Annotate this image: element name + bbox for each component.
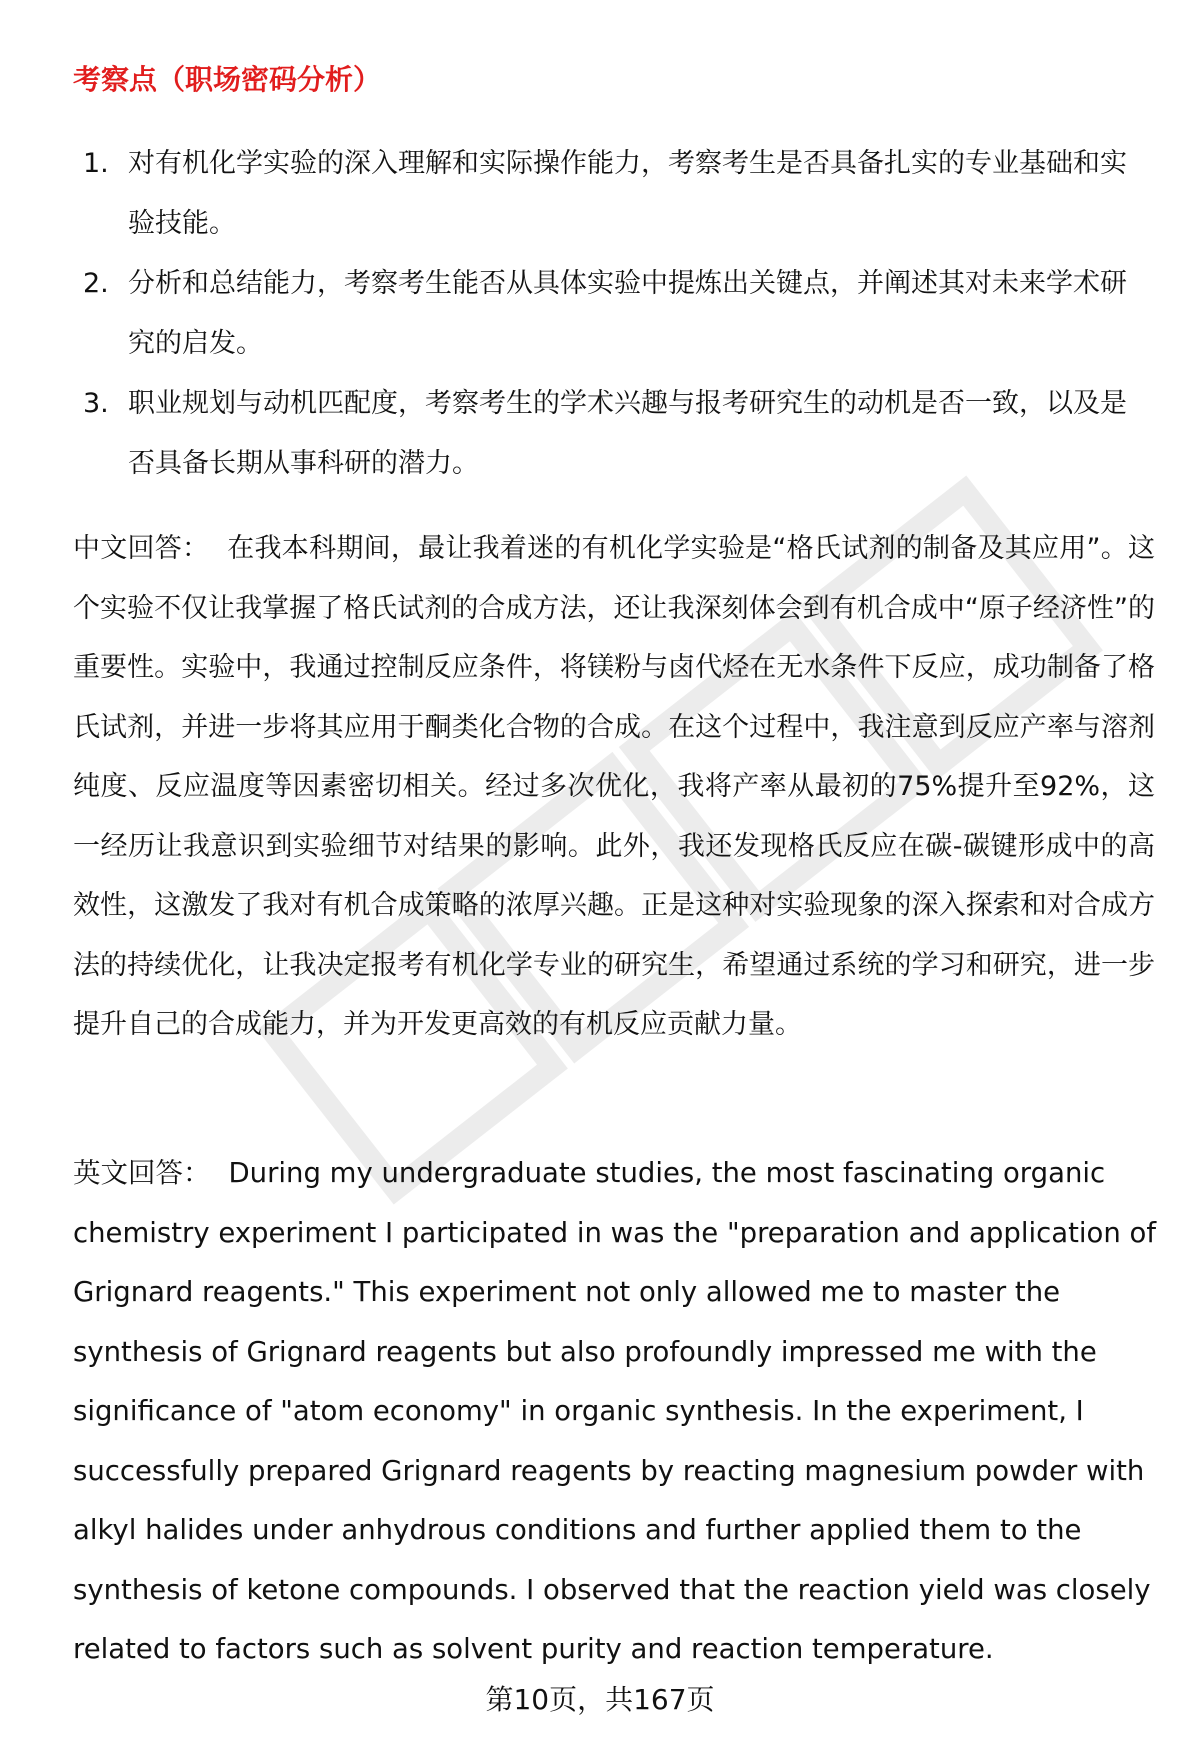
list-item-text: 对有机化学实验的深入理解和实际操作能力，考察考生是否具备扎实的专业基础和实验技能。 (128, 148, 1127, 239)
list-item (73, 374, 1153, 494)
list-item-number: 1. (83, 148, 109, 179)
list-item (73, 254, 1153, 374)
list-item-number: 3. (83, 388, 109, 419)
english-answer-label: 英文回答： (73, 1157, 211, 1189)
chinese-answer-label: 中文回答： (73, 533, 210, 564)
assessment-points-list (73, 134, 1153, 494)
list-item-text: 分析和总结能力，考察考生能否从具体实验中提炼出关键点，并阐述其对未来学术研究的启发。 (128, 268, 1127, 359)
english-answer-paragraph (73, 1144, 1158, 1680)
chinese-answer-text: 在我本科期间，最让我着迷的有机化学实验是“格氏试剂的制备及其应用”。这个实验不仅让我掌握了格氏试剂的合成方法，还让我深刻体会到有机合成中“原子经济性”的重要性。实验中，我通过控制反应条件，将镁粉与卤代烃在无水条件下反应，成功制备了格氏试剂，并进一步将其应用于酮类化合物的合成。在这个过程中，我注意到反应产率与溶剂纯度、反应温度等因素密切相关。经过多次优化，我将产率从最初的75%提升至92%，这一经历让我意识到实验细节对结果的影响。此外，我还发现格氏反应在碳-碳键形成中的高效性，这激发了我对有机合成策略的浓厚兴趣。正是这种对实验现象的深入探索和对合成方法的持续优化，让我决定报考有机化学专业的研究生，希望通过系统的学习和研究，进一步提升自己的合成能力，并为开发更高效的有机反应贡献力量。 (73, 533, 1156, 1040)
english-answer-text: During my undergraduate studies, the most fascinating organic chemistry experiment I participated in was the "preparation and application of Grignard reagents." This experiment not only allowed me to master the synthesis of Grignard reagents but also profoundly impressed me with the significance of "atom economy" in organic synthesis. In the experiment, I successfully prepared Grignard reagents by reacting magnesium powder with alkyl halides under anhydrous conditions and further applied them to the synthesis of ketone compounds. I observed that the reaction yield was closely related to factors such as solvent purity and reaction temperature. (73, 1157, 1157, 1665)
list-item-number: 2. (83, 268, 109, 299)
chinese-answer-paragraph (73, 519, 1155, 1055)
section-heading: 考察点（职场密码分析） (73, 63, 382, 96)
list-item-text: 职业规划与动机匹配度，考察考生的学术兴趣与报考研究生的动机是否一致，以及是否具备长期从事科研的潜力。 (128, 388, 1127, 479)
list-item (73, 134, 1153, 254)
page-number-footer: 第10页，共167页 (485, 1683, 715, 1716)
